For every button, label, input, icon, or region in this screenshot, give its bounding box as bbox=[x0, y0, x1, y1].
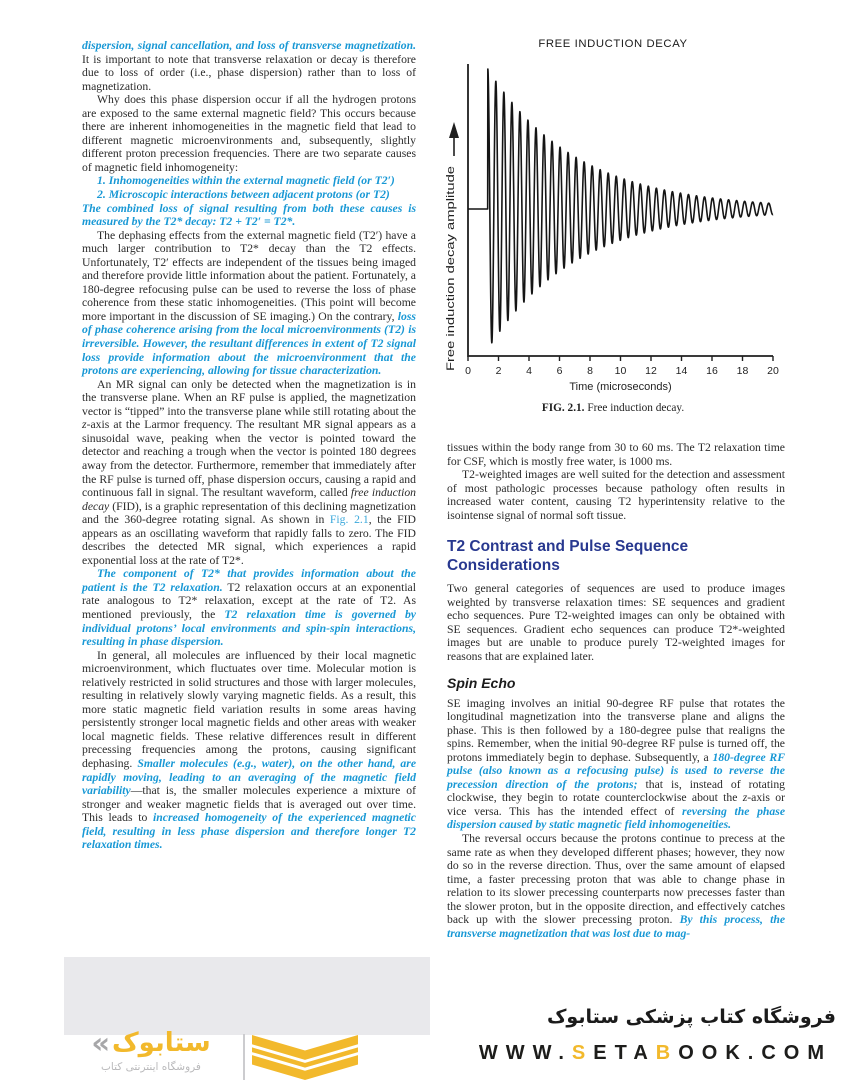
x-tick-label: 10 bbox=[614, 365, 627, 377]
footer-divider bbox=[243, 1034, 245, 1080]
text-segment: tissues within the body range from 30 to 60 ms. The T2 relaxation time for CSF, which is mostly free water, is 1000 ms. bbox=[447, 441, 785, 468]
paragraph bbox=[82, 378, 416, 568]
y-axis-label: Free induction decay amplitude bbox=[445, 218, 457, 371]
store-title: فروشگاه کتاب پزشکی ستابوک bbox=[546, 1006, 836, 1028]
text-segment: 180-degree RF pulse (also known as a refocusing pulse) is used to reverse the precession direction of the protons; bbox=[447, 750, 785, 791]
figure-caption-label: FIG. 2.1. bbox=[541, 402, 585, 414]
text-segment: (FID), is a graphic representation of this declining magnetization and the 360-degree rotating signal. As shown in bbox=[82, 499, 416, 527]
url-segment: OOK.COM bbox=[678, 1042, 832, 1064]
fid-chart bbox=[440, 56, 786, 396]
x-tick-label: 14 bbox=[675, 365, 688, 377]
text-segment: T2-weighted images are well suited for the detection and assessment of most pathologic processes because pathology often results in increased water content, causing T2 hyperintensity relative to the isointense signal of normal soft tissue. bbox=[447, 468, 785, 522]
figure-caption-text: Free induction decay. bbox=[584, 402, 685, 414]
x-tick-label: 8 bbox=[587, 365, 593, 377]
url-segment: WWW. bbox=[478, 1042, 572, 1064]
text-segment: 1. Inhomogeneities within the external magnetic field (or T2′) bbox=[97, 174, 395, 188]
logo-wordmark: ستابوک bbox=[112, 1028, 211, 1058]
x-tick-label: 20 bbox=[767, 365, 779, 377]
text-segment: loss of phase coherence arising from the local microenvironments (T2) is irreversible. However, the resultant differences in extent of T2 signal loss provide information about the microenvironment that the protons are experiencing, allowing for tissue characterization. bbox=[82, 309, 416, 378]
left-text-column bbox=[82, 39, 416, 852]
paragraph bbox=[82, 174, 416, 188]
figure-title: FREE INDUCTION DECAY bbox=[538, 38, 688, 50]
text-segment: increased homogeneity of the experienced magnetic field, resulting in less phase dispersion and therefore longer T2 relaxation times. bbox=[82, 811, 416, 852]
logo-guillemet-icon: « bbox=[91, 1026, 111, 1060]
text-segment: SE imaging involves an initial 90-degree RF pulse that rotates the longitudinal magnetization into the transverse plane and aligns the phase. This is then followed by a 180-degree pulse that realigns the spins. Remember, when the initial 90-degree RF pulse is turned off, the protons immediately begin to dephase. Subsequently, a bbox=[447, 696, 785, 764]
chevron-emblem-icon bbox=[252, 1035, 358, 1080]
text-segment: T2 relaxation time is governed by individual protons’ local environments and spin-spin interactions, resulting in phase dispersion. bbox=[82, 607, 416, 649]
y-axis-arrowhead bbox=[449, 122, 459, 138]
paragraph bbox=[447, 832, 785, 940]
paragraph bbox=[447, 697, 785, 832]
text-segment: The combined loss of signal resulting from both these causes is measured by the T2* decay: T2 + T2′ = T2*. bbox=[82, 201, 416, 229]
text-segment: The dephasing effects from the external magnetic field (T2′) have a much larger contribution to T2* decay than the T2 effects. Unfortunately, T2′ effects are independent of the tissues being imaged and therefore provide little information about the patient. Fortunately, a 180-degree refocusing pulse can be used to reverse the loss of phase coherence from these static inhomogeneities. (This point will become more important in the discussion of SE imaging.) On the contrary, bbox=[82, 228, 416, 323]
x-tick-label: 6 bbox=[556, 365, 563, 377]
paragraph bbox=[82, 229, 416, 378]
x-tick-label: 12 bbox=[645, 365, 657, 377]
text-segment: free induction decay bbox=[82, 486, 417, 513]
text-segment: Why does this phase dispersion occur if all the hydrogen protons are exposed to the same external magnetic field? This occurs because there are inherent inhomogeneities in the magnetic field that lead to different magnetic microenvironments and, subsequently, slightly different proton precession frequencies. There are two separate causes of magnetic field inhomogeneity: bbox=[82, 93, 416, 174]
x-tick-label: 2 bbox=[495, 365, 502, 377]
paragraph bbox=[82, 567, 416, 648]
text-segment: 2. Microscopic interactions between adjacent protons (or T2) bbox=[97, 188, 390, 202]
right-text-column bbox=[447, 441, 785, 940]
x-axis-label: Time (microseconds) bbox=[569, 381, 672, 393]
right-paragraph-group-top bbox=[447, 441, 785, 522]
section-heading: T2 Contrast and Pulse Sequence Considerations bbox=[447, 538, 689, 574]
text-segment: By this process, the transverse magnetization that was lost due to mag- bbox=[447, 913, 786, 940]
paragraph bbox=[447, 582, 785, 663]
paragraph bbox=[82, 93, 416, 174]
url-segment: S bbox=[571, 1042, 594, 1064]
figure-reference-link[interactable]: Fig. 2.1 bbox=[329, 513, 369, 527]
text-segment: The reversal occurs because the protons continue to precess at the same rate as when they developed different phases; however, they now do so in the reverse direction. Thus, over the same amount of elapsed time, a faster precessing proton that was able to change phase in relation to its slower precessing counterparts now precesses faster than the slower proton, but in the opposite direction, and effectively catches back up with the slower precessing proton. bbox=[447, 832, 785, 927]
logo-tagline: فروشگاه اینترنتی کتاب bbox=[101, 1061, 201, 1073]
text-segment: Smaller molecules (e.g., water), on the other hand, are rapidly moving, leading to an averaging of the magnetic field variability bbox=[82, 756, 417, 798]
text-segment: dispersion, signal cancellation, and loss of transverse magnetization. bbox=[82, 39, 416, 52]
paragraph bbox=[82, 188, 416, 202]
text-segment: that is, instead of rotating clockwise, they begin to rotate counterclockwise about the bbox=[447, 777, 786, 805]
text-segment: An MR signal can only be detected when the magnetization is in the transverse plane. When an RF pulse is applied, the magnetization vector is “tipped” into the transverse plane while still rotating about the bbox=[82, 377, 416, 418]
text-segment: , the FID appears as an oscillating waveform that rapidly falls to zero. The FID describes the detected MR signal, which experiences a rapid exponential loss at the rate of T2*. bbox=[82, 513, 416, 567]
paragraph bbox=[82, 39, 416, 93]
paragraph bbox=[82, 649, 416, 852]
x-tick-label: 16 bbox=[706, 365, 718, 377]
text-segment: T2 relaxation occurs at an exponential rate analogous to T2* relaxation, except at the rate of T2. As mentioned previously, the bbox=[82, 580, 416, 621]
url-segment: ETA bbox=[593, 1042, 656, 1064]
text-segment: —that is, the smaller molecules experience a mixture of stronger and weaker magnetic fields that is averaged out over time. This leads to bbox=[82, 784, 416, 825]
fid-waveform bbox=[468, 69, 773, 343]
text-segment: -axis or vice versa. This has the intended effect of bbox=[447, 791, 785, 818]
subsection-heading: Spin Echo bbox=[447, 674, 516, 691]
text-segment: The component of T2* that provides information about the patient is the T2 relaxation. bbox=[82, 567, 416, 594]
x-tick-label: 0 bbox=[465, 365, 471, 377]
text-segment: Two general categories of sequences are used to produce images weighted by transverse relaxation times: SE sequences and gradient echo sequences. Pure T2-weighted images can only be obtained with SE sequences. Gradient echo sequences can produce T2*-weighted images but are unable to produce purely T2-weighted images for reasons that are explained later. bbox=[447, 582, 785, 664]
text-segment: z bbox=[82, 418, 87, 432]
scan-shadow-band bbox=[64, 957, 430, 1035]
url-segment: B bbox=[655, 1042, 679, 1064]
text-segment: reversing the phase dispersion caused by static magnetic field inhomogeneities. bbox=[447, 804, 786, 832]
paragraph bbox=[447, 468, 785, 522]
right-paragraph-group-bottom bbox=[447, 697, 785, 941]
text-segment: It is important to note that transverse relaxation or decay is therefore due to loss of order (i.e., phase dispersion) rather than to loss of magnetization. bbox=[82, 52, 416, 93]
store-url[interactable] bbox=[479, 1042, 832, 1065]
figure-caption bbox=[440, 402, 786, 414]
text-segment: z bbox=[742, 791, 748, 805]
x-tick-label: 18 bbox=[736, 365, 749, 377]
x-tick-label: 4 bbox=[526, 365, 532, 377]
setabook-logo[interactable] bbox=[60, 1026, 242, 1060]
right-paragraph-group-mid bbox=[447, 582, 785, 663]
text-segment: -axis at the Larmor frequency. The resultant MR signal appears as a sinusoidal wave, peaking when the vector is pointed toward the detector and reaching a trough when the vector is pointed 180 degrees away from the detector. Furthermore, remember that immediately after the RF pulse is turned off, phase dispersion occurs, causing a rapid and continuous fall in signal. The resultant waveform, called bbox=[82, 418, 416, 500]
text-segment: In general, all molecules are influenced by their local magnetic microenvironment, which fluctuates over time. Molecular motion is relatively restricted in solid structures and those with larger molecules, resulting in relatively slowly varying magnetic fields. As a result, this more static magnetic field variation results in some areas having persistently stronger local magnetic fields and other areas with weaker local magnetic fields. These relative differences result in different precessing frequencies among the protons, causing significant dephasing. bbox=[82, 648, 416, 770]
paragraph bbox=[82, 202, 416, 229]
paragraph bbox=[447, 441, 785, 468]
